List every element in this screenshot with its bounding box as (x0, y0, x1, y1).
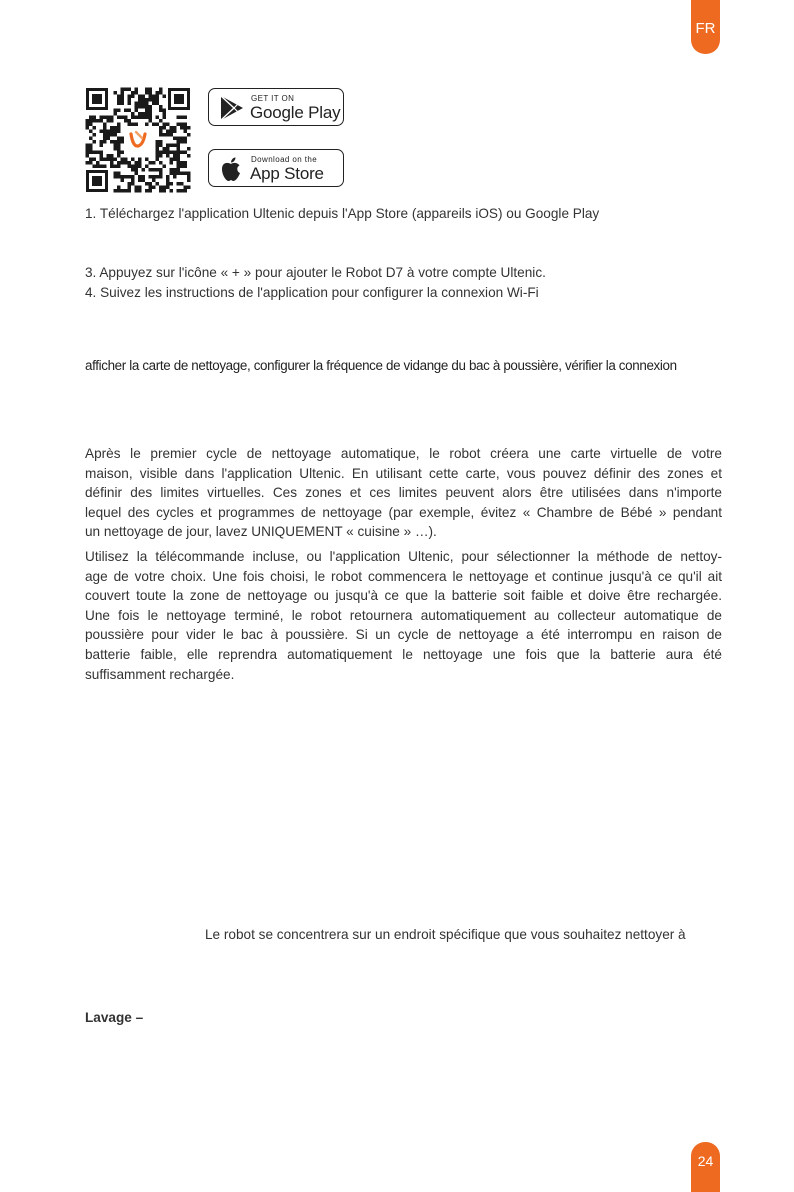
qr-code[interactable] (85, 87, 191, 193)
step-3: 3. Appuyez sur l'icône « + » pour ajouter le Robot D7 à votre compte Ultenic. (85, 265, 546, 280)
app-features-line: afficher la carte de nettoyage, configurer la fréquence de vidange du bac à poussière, vérifier la connexion (85, 358, 677, 373)
paragraph-line: Après le premier cycle de nettoyage automatique, le robot créera une carte virtuelle de votre (85, 446, 722, 461)
paragraph-line: lequel des cycles et programmes de nettoyage (par exemple, évitez « Chambre de Bébé » pendant (85, 504, 722, 520)
paragraph-line: suffisamment rechargée. (85, 666, 235, 682)
language-tab: FR (691, 0, 720, 54)
paragraph-line: définir des limites virtuelles. Ces zones et ces limites peuvent alors être utilisées dans n'importe (85, 485, 722, 501)
paragraph-line: maison, visible dans l'application Ultenic. En utilisant cette carte, vous pouvez définir des zones et (85, 465, 722, 481)
google-play-button[interactable] (208, 88, 344, 126)
ultenic-logo-icon (125, 127, 151, 153)
page-number: 24 (691, 1142, 720, 1192)
app-store-label: App Store (250, 164, 324, 183)
cleaning-paragraph (85, 547, 722, 684)
paragraph-line: couvert toute la zone de nettoyage ou jusqu'à ce que la batterie soit faible et doive être rechargée. (85, 588, 722, 604)
paragraph-line: batterie faible, elle reprendra automatiquement le nettoyage une fois que la batterie aura été (85, 646, 722, 662)
step-4: 4. Suivez les instructions de l'application pour configurer la connexion Wi-Fi (85, 285, 539, 300)
google-play-icon (219, 95, 245, 121)
paragraph-line: Utilisez la télécommande incluse, ou l'application Ultenic, pour sélectionner la méthode de nettoy- (85, 549, 722, 564)
lavage-heading: Lavage – (85, 1010, 144, 1025)
mapping-paragraph (85, 444, 722, 542)
step-1: 1. Téléchargez l'application Ultenic depuis l'App Store (appareils iOS) ou Google Play (85, 206, 600, 221)
apple-icon (219, 156, 243, 182)
paragraph-line: age de votre choix. Une fois choisi, le robot commencera le nettoyage et continue jusqu'à ce qu'il ait (85, 568, 722, 584)
paragraph-line: un nettoyage de jour, lavez UNIQUEMENT « cuisine » …). (85, 524, 437, 540)
paragraph-line: Une fois le nettoyage terminé, le robot retournera automatiquement au collecteur automatique de (85, 607, 722, 623)
google-play-label: Google Play (250, 103, 341, 122)
app-store-button[interactable] (208, 149, 344, 187)
spot-cleaning-line: Le robot se concentrera sur un endroit spécifique que vous souhaitez nettoyer à (205, 927, 686, 942)
paragraph-line: poussière pour vider le bac à poussière. Si un cycle de nettoyage a été interrompu en raison de (85, 627, 722, 643)
app-store-small-label: Download on the (251, 155, 318, 164)
google-play-small-label: GET IT ON (251, 94, 295, 103)
